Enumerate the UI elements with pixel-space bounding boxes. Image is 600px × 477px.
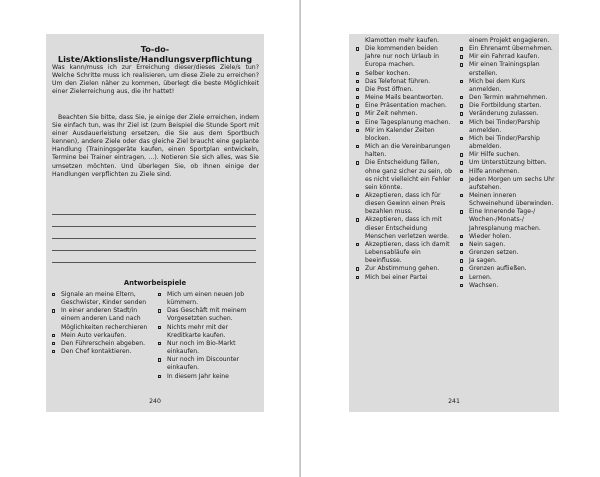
list-item-text: Den Chef kontaktieren.: [61, 348, 132, 356]
exercise-box-left: [46, 34, 264, 412]
checkbox-bullet-icon: [460, 47, 463, 50]
list-item: [356, 159, 454, 192]
list-item-text: Mich bei Tinder/Parship anmelden.: [469, 118, 540, 134]
checkbox-bullet-icon: [356, 96, 359, 99]
list-item-text: In einer anderen Stadt/in einem anderen Land nach Möglichkeiten recherchieren: [61, 307, 148, 331]
list-item-text: Den Termin wahrnehmen.: [469, 94, 548, 102]
list-item: [460, 241, 557, 249]
checkbox-bullet-icon: [356, 243, 359, 246]
list-item-text: Signale an meine Eltern, Geschwister, Kinder senden: [61, 291, 147, 307]
list-item: [356, 86, 454, 94]
writing-line: [52, 238, 256, 239]
list-item: [158, 356, 262, 372]
list-item: [52, 332, 154, 340]
list-item-text: Mein Auto verkaufen.: [61, 331, 127, 339]
list-item-text: Das Telefonat führen.: [365, 77, 431, 85]
list-item-text: Den Führerschein abgeben.: [61, 339, 146, 347]
checkbox-bullet-icon: [460, 63, 463, 66]
list-item-text: Nein sagen.: [469, 240, 506, 248]
checkbox-bullet-icon: [460, 276, 463, 279]
writing-line: [52, 214, 256, 215]
list-item-text: Akzeptieren, dass ich damit Lebensabläufe ein beeinflusse.: [365, 240, 450, 265]
list-item-text: Die Post öffnen.: [365, 85, 414, 93]
list-item: [460, 265, 557, 273]
list-item-text: Akzeptieren, dass ich für diesen Gewinn einen Preis bezahlen muss.: [365, 191, 446, 216]
list-item: [356, 78, 454, 86]
checkbox-bullet-icon: [356, 161, 359, 164]
checkbox-bullet-icon: [52, 309, 55, 312]
left-page: [0, 0, 299, 477]
list-item-text: Nichts mehr mit der Kreditkarte kaufen.: [167, 323, 229, 339]
list-item: [158, 291, 262, 307]
list-item: [52, 307, 154, 331]
list-item-text: Veränderung zulassen.: [469, 110, 539, 118]
list-item-text: Akzeptieren, dass ich mit dieser Entscheidung Menschen verletzen werde.: [365, 216, 449, 240]
list-item-text: Jeden Morgen um sechs Uhr aufstehen.: [469, 175, 555, 191]
list-item: [52, 340, 154, 348]
writing-line: [52, 262, 256, 263]
checkbox-bullet-icon: [460, 96, 463, 99]
list-item: [158, 324, 262, 340]
list-item-text: Mir einen Trainingsplan erstellen.: [469, 61, 540, 77]
examples-heading: Antworbeispiele: [123, 279, 187, 287]
checkbox-bullet-icon: [460, 170, 463, 173]
list-item-text: Wachsen.: [469, 281, 499, 289]
list-item: [460, 37, 557, 45]
checkbox-bullet-icon: [356, 72, 359, 75]
list-item: [460, 257, 557, 265]
list-item-text: Das Geschäft mit meinem Vorgesetzten suchen.: [167, 307, 247, 323]
checkbox-bullet-icon: [356, 88, 359, 91]
checkbox-bullet-icon: [460, 153, 463, 156]
checkbox-bullet-icon: [460, 161, 463, 164]
checkbox-bullet-icon: [356, 276, 359, 279]
list-item-text: Eine Innerende Tage-/ Wochen-/Monats-/ Jahresplanung machen.: [469, 208, 541, 232]
checkbox-bullet-icon: [356, 194, 359, 197]
checkbox-bullet-icon: [52, 293, 55, 296]
checkbox-bullet-icon: [356, 145, 359, 148]
list-item: [356, 127, 454, 143]
checkbox-bullet-icon: [460, 137, 463, 140]
checkbox-bullet-icon: [460, 210, 463, 213]
exercise-box-right: [349, 34, 559, 412]
list-item: [460, 168, 557, 176]
checkbox-bullet-icon: [52, 342, 55, 345]
list-item: [460, 233, 557, 241]
list-item: [460, 249, 557, 257]
list-item: [356, 265, 454, 273]
page-number: 241: [448, 398, 460, 405]
list-item-text: Eine Präsentation machen.: [365, 102, 447, 110]
checkbox-bullet-icon: [460, 112, 463, 115]
list-item: [356, 143, 454, 159]
list-item-text: Eine Tagesplanung machen.: [365, 118, 451, 126]
checkbox-bullet-icon: [356, 218, 359, 221]
list-item: [356, 37, 454, 45]
checkbox-bullet-icon: [460, 80, 463, 83]
list-item-text: Um Unterstützung bitten.: [469, 159, 547, 167]
checkbox-bullet-icon: [460, 267, 463, 270]
list-item-text: Mich um einen neuen Job kümmern.: [167, 291, 245, 307]
list-item-text: Nur noch im Bio-Markt einkaufen.: [167, 339, 236, 356]
checkbox-bullet-icon: [460, 104, 463, 107]
checkbox-bullet-icon: [356, 104, 359, 107]
list-item: [356, 110, 454, 118]
checkbox-bullet-icon: [460, 55, 463, 58]
checkbox-bullet-icon: [356, 47, 359, 50]
checkbox-bullet-icon: [158, 358, 161, 361]
list-item-text: Klamotten mehr kaufen.: [365, 37, 440, 44]
list-item: [158, 340, 262, 356]
checkbox-bullet-icon: [356, 267, 359, 270]
list-item-text: Ja sagen.: [469, 257, 497, 265]
list-item-text: Mich bei Tinder/Parship abmelden.: [469, 134, 540, 151]
writing-line: [52, 226, 256, 227]
list-item-text: Die kommenden beiden Jahre nur noch Urlaub in Europa machen.: [365, 45, 439, 69]
list-item-text: Mir Hilfe suchen.: [469, 151, 520, 159]
checkbox-bullet-icon: [460, 121, 463, 124]
list-item: [158, 373, 262, 381]
list-item: [460, 208, 557, 232]
list-item-text: Mir ein Fahrrad kaufen.: [469, 53, 540, 61]
list-item: [460, 151, 557, 159]
list-item: [356, 216, 454, 240]
list-item: [460, 159, 557, 167]
checkbox-bullet-icon: [460, 235, 463, 238]
list-item: [356, 45, 454, 69]
checkbox-bullet-icon: [158, 375, 161, 378]
list-item: [460, 61, 557, 77]
list-item: [460, 102, 557, 110]
examples-list-left: [52, 291, 154, 356]
list-item: [158, 307, 262, 323]
list-item-text: Wieder holen.: [469, 232, 512, 240]
list-item: [460, 119, 557, 135]
checkbox-bullet-icon: [356, 112, 359, 115]
list-item: [356, 192, 454, 216]
list-item: [356, 70, 454, 78]
checkbox-bullet-icon: [460, 178, 463, 181]
writing-line: [52, 250, 256, 251]
list-item-text: Hilfe annehmen.: [469, 167, 520, 175]
list-item-text: Meinen inneren Schweinehund überwinden.: [469, 191, 554, 208]
list-item: [460, 110, 557, 118]
checkbox-bullet-icon: [52, 350, 55, 353]
list-item-text: Ein Ehrenamt übernehmen.: [469, 45, 553, 53]
checkbox-bullet-icon: [460, 259, 463, 262]
list-item: [356, 94, 454, 102]
checkbox-bullet-icon: [460, 284, 463, 287]
checkbox-bullet-icon: [460, 243, 463, 246]
list-item-text: Mir im Kalender Zeiten blocken.: [365, 126, 435, 142]
checkbox-bullet-icon: [158, 309, 161, 312]
list-item-text: Mir Zeit nehmen.: [365, 110, 418, 118]
instruction-paragraph: Beachten Sie bitte, dass Sie, je einige der Ziele erreichen, indem Sie einfach tun, was Ihr Ziel ist (zum Beispiel die Stunde Sport mit einer Ausdauerleistung ersetzen, die Sie aus dem Sportbuch kennen), andere Ziele oder das gleiche Ziel braucht eine geplante Handlung (Trainingsgeräte kaufen, einen Sportplan entwickeln, Termine bei Trainer eintragen, ...). Notieren Sie sich alles, was Sie umsetzen möchten. Und überlegen Sie, ob Ihnen einige der Handlungen verpflichten zu Ziele sind.: [52, 114, 259, 178]
list-item: [460, 192, 557, 208]
list-item: [460, 176, 557, 192]
list-item-text: Mich bei dem Kurs anmelden.: [469, 77, 526, 93]
checkbox-bullet-icon: [356, 80, 359, 83]
list-item: [356, 119, 454, 127]
examples-list-left: [356, 37, 454, 282]
list-item-text: In diesem Jahr keine: [167, 372, 229, 380]
list-item: [356, 241, 454, 265]
list-item: [460, 45, 557, 53]
checkbox-bullet-icon: [158, 293, 161, 296]
page-number: 240: [149, 398, 161, 405]
list-item-text: Meine Mails beantworten.: [365, 94, 444, 102]
list-item-text: Grenzen aufließen.: [469, 265, 527, 273]
checkbox-bullet-icon: [52, 334, 55, 337]
list-item-text: Die Entscheidung fällen, ohne ganz sicher zu sein, ob es nicht vielleicht ein Fehler sein könnte.: [365, 159, 452, 191]
list-item: [356, 274, 454, 282]
checkbox-bullet-icon: [356, 121, 359, 124]
list-item-text: Zur Abstimmung gehen.: [365, 265, 440, 273]
list-item-text: Nur noch im Discounter einkaufen.: [167, 356, 240, 372]
list-item: [460, 78, 557, 94]
list-item: [356, 102, 454, 110]
list-item-text: Mich bei einer Partei: [365, 273, 428, 281]
checkbox-bullet-icon: [158, 326, 161, 329]
checkbox-bullet-icon: [460, 251, 463, 254]
list-item-text: Lernen.: [469, 273, 492, 281]
intro-paragraph: Was kann/muss ich zur Erreichung dieser/dieses Ziele/s tun? Welche Schritte muss ich realisieren, um diese Ziele zu erreichen? Um den Zielen näher zu kommen, überlegt die beste Möglichkeit einer Zielerreichung aus, die ihr hattet!: [52, 64, 259, 96]
examples-list-right: [158, 291, 262, 381]
list-item: [460, 53, 557, 61]
list-item-text: Die Fortbildung starten.: [469, 102, 542, 110]
list-item-text: Mich an die Vereinbarungen halten.: [365, 143, 451, 159]
list-item: [460, 135, 557, 151]
checkbox-bullet-icon: [356, 129, 359, 132]
list-item: [52, 348, 154, 356]
examples-list-right: [460, 37, 557, 290]
checkbox-bullet-icon: [460, 194, 463, 197]
right-page: [301, 0, 600, 477]
list-item: [460, 274, 557, 282]
list-item-text: Grenzen setzen.: [469, 249, 519, 257]
exercise-heading: To-do-Liste/Aktionsliste/Handlungsverpflichtung: [57, 44, 253, 64]
list-item-text: einem Projekt engagieren.: [469, 37, 550, 44]
list-item: [52, 291, 154, 307]
list-item-text: Selber kochen.: [365, 69, 411, 77]
checkbox-bullet-icon: [158, 342, 161, 345]
list-item: [460, 94, 557, 102]
list-item: [460, 282, 557, 290]
